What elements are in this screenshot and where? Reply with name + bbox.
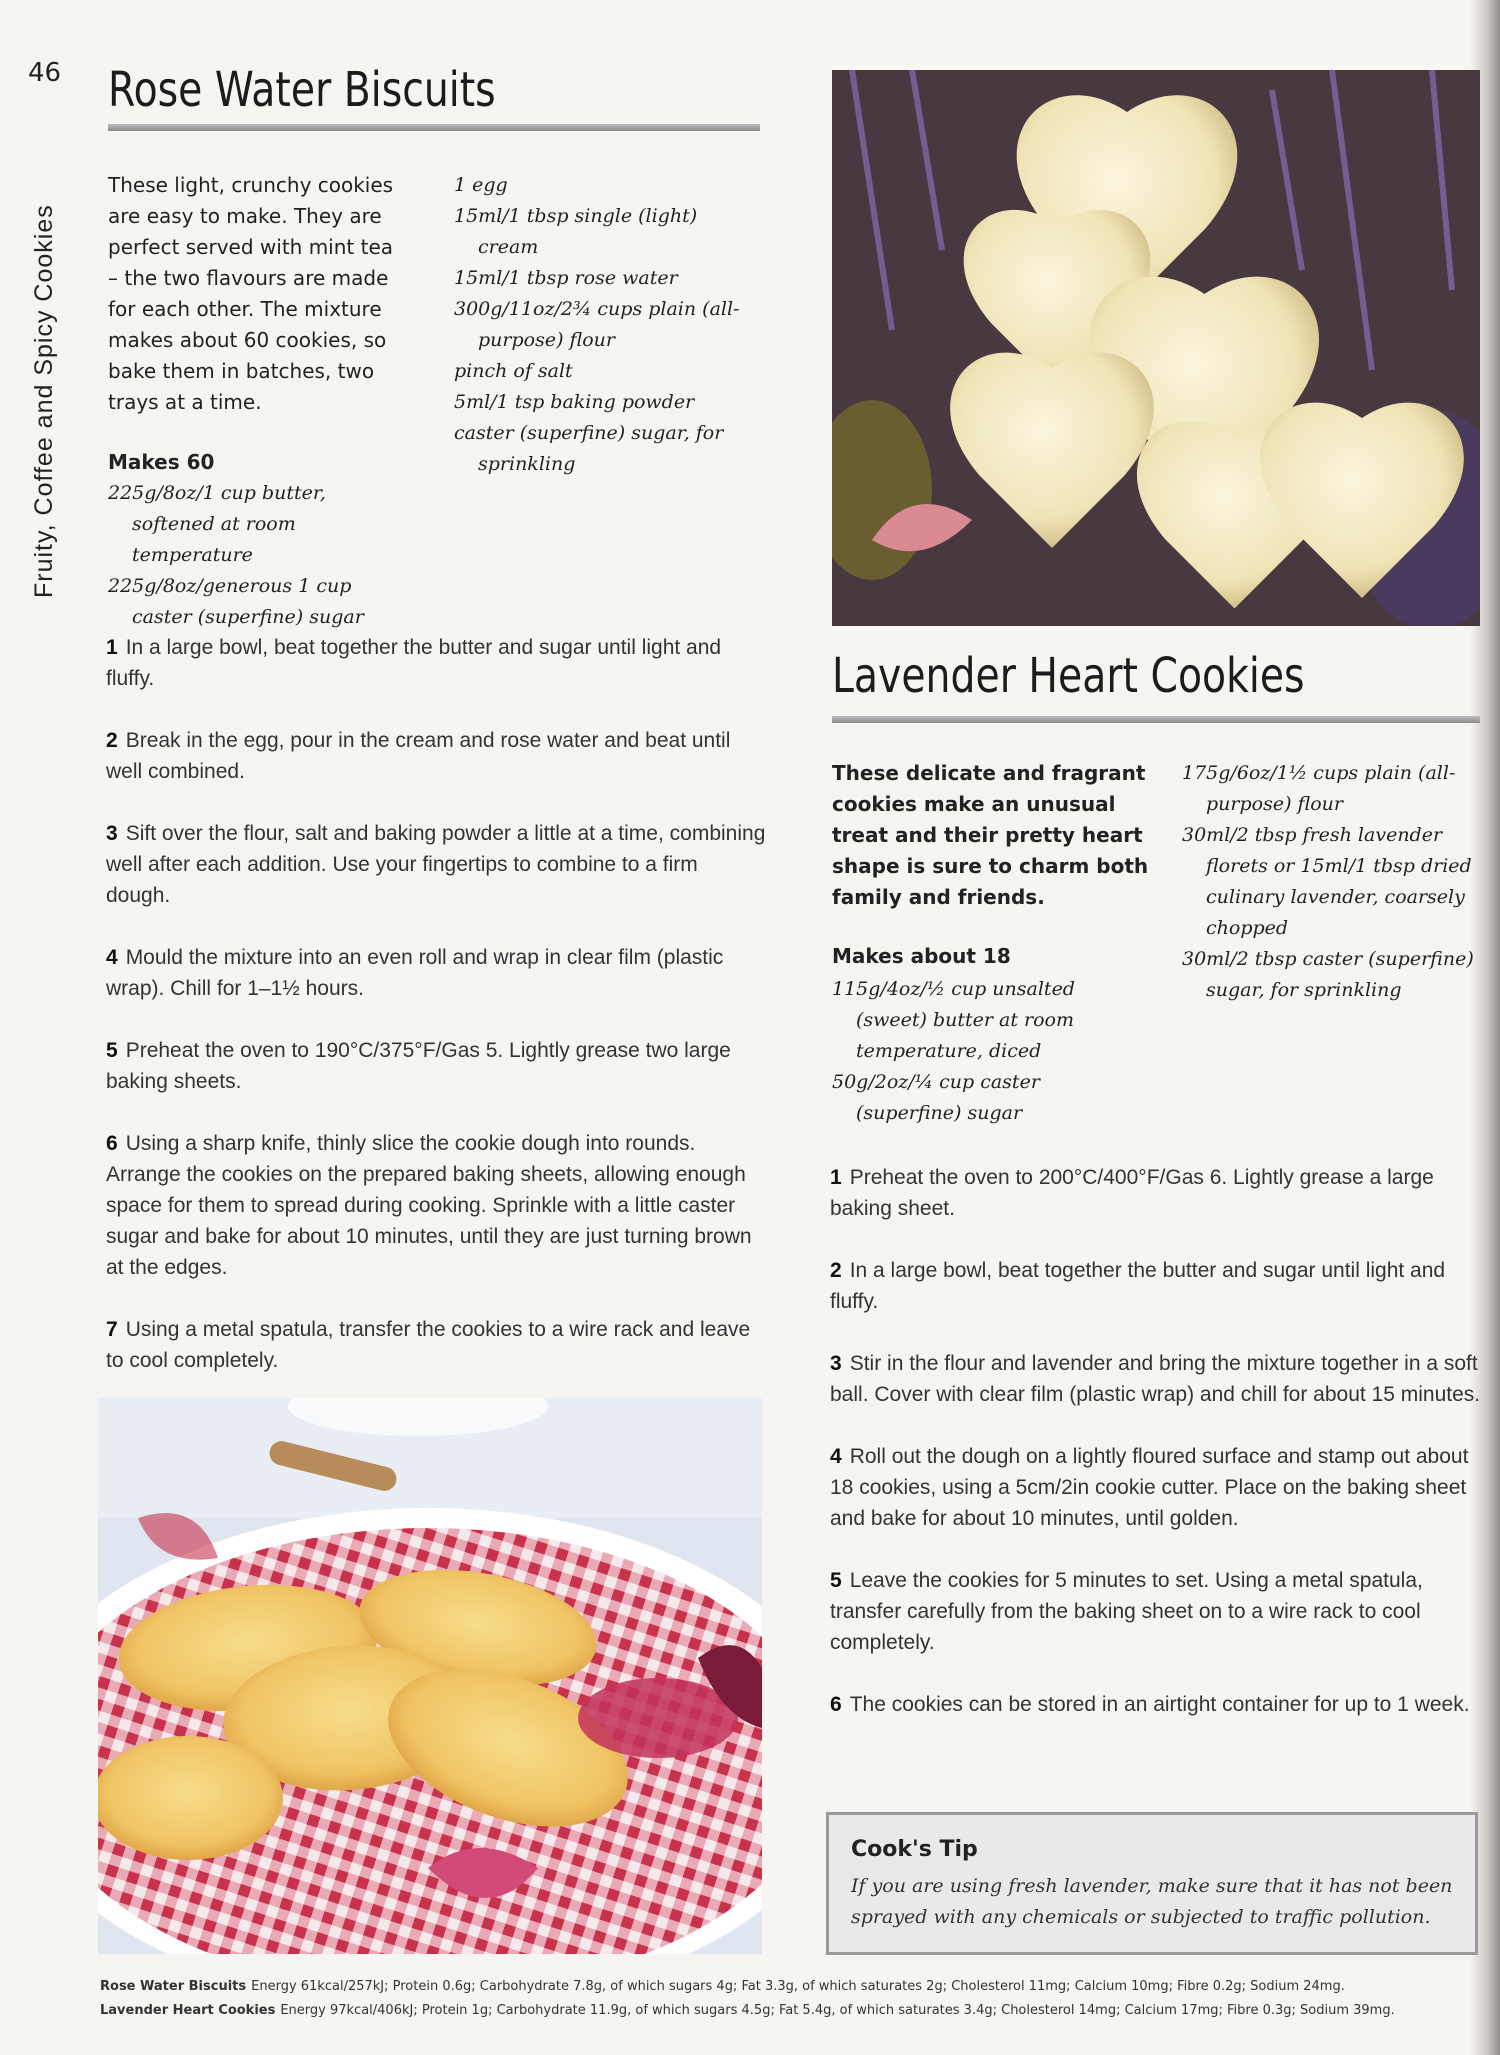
step-text: Stir in the flour and lavender and bring the mixture together in a soft ball. Cover with clear film (plastic wrap) and chill for about 15 minutes. [830,1352,1481,1406]
lavender-intro: These delicate and fragrant cookies make an unusual treat and their pretty heart shape is sure to charm both family and friends. [832,761,1149,909]
nutrition-values: Energy 61kcal/257kJ; Protein 0.6g; Carbohydrate 7.8g, of which sugars 4g; Fat 3.3g, of which saturates 2g; Cholesterol 11mg; Calcium 10mg; Fibre 0.2g; Sodium 24mg. [251,1979,1345,1994]
rose-intro: These light, crunchy cookies are easy to make. They are perfect served with mint tea – the two flavours are made for each other. The mixture makes about 60 cookies, so bake them in batches, two trays at a time. [108,173,394,414]
nutrition-recipe-name: Lavender Heart Cookies [100,2003,276,2018]
ingredient-item: 175g/6oz/1½ cups plain (all-purpose) flour [1182,762,1456,815]
ingredient-item: 15ml/1 tbsp single (light) cream [454,205,698,258]
step-number: 6 [830,1693,842,1716]
method-step [830,1162,1482,1224]
step-number: 2 [106,729,118,752]
step-number: 4 [106,946,118,969]
ingredient-item: 50g/2oz/¼ cup caster (superfine) sugar [832,1071,1040,1124]
nutrition-line [100,1975,1480,1999]
section-label-vertical [24,118,64,598]
rose-biscuits-photo [98,1398,762,1954]
ingredient-item: 225g/8oz/1 cup butter, softened at room temperature [108,482,326,566]
step-text: In a large bowl, beat together the butter and sugar until light and fluffy. [830,1259,1446,1313]
rose-title: Rose Water Biscuits [108,62,496,118]
rose-title-rule [108,124,760,131]
nutrition-footer [100,1975,1480,2023]
method-step [106,725,766,787]
lavender-yield: Makes about 18 [832,944,1011,968]
step-number: 3 [106,822,118,845]
lavender-title: Lavender Heart Cookies [832,648,1305,704]
ingredient-item: 225g/8oz/generous 1 cup caster (superfine) sugar [108,575,364,628]
method-step [106,1035,766,1097]
method-step [106,1314,766,1376]
step-text: The cookies can be stored in an airtight container for up to 1 week. [849,1693,1470,1716]
nutrition-values: Energy 97kcal/406kJ; Protein 1g; Carbohydrate 11.9g, of which sugars 4.5g; Fat 5.4g, of which saturates 3.4g; Cholesterol 14mg; Calcium 17mg; Fibre 0.3g; Sodium 39mg. [280,2003,1395,2018]
lavender-method [830,1162,1482,1751]
cooks-tip-title: Cook's Tip [851,1837,978,1862]
lavender-ingredients-left [832,974,1082,1129]
cooks-tip-text: If you are using fresh lavender, make sure that it has not been sprayed with any chemicals or subjected to traffic pollution. [851,1875,1453,1928]
method-step [830,1255,1482,1317]
step-text: Break in the egg, pour in the cream and rose water and beat until well combined. [106,729,731,783]
ingredient-item: 1 egg [454,174,508,196]
step-number: 2 [830,1259,842,1282]
cooks-tip-box [826,1812,1478,1955]
nutrition-line [100,1999,1480,2023]
method-step [106,1128,766,1283]
step-text: Sift over the flour, salt and baking powder a little at a time, combining well after each addition. Use your fingertips to combine to a firm dough. [106,822,766,907]
section-label-text: Fruity, Coffee and Spicy Cookies [30,204,58,598]
step-text: Preheat the oven to 190°C/375°F/Gas 5. Lightly grease two large baking sheets. [106,1039,731,1093]
step-text: Using a metal spatula, transfer the cookies to a wire rack and leave to cool completely. [106,1318,751,1372]
ingredient-item: 5ml/1 tsp baking powder [454,391,695,413]
nutrition-recipe-name: Rose Water Biscuits [100,1979,247,1994]
ingredient-item: 30ml/2 tbsp caster (superfine) sugar, for sprinkling [1182,948,1474,1001]
method-step [830,1565,1482,1658]
lavender-cookies-photo [832,70,1480,626]
step-number: 5 [106,1039,118,1062]
rose-ingredients-right [454,170,754,480]
step-text: In a large bowl, beat together the butter and sugar until light and fluffy. [106,636,722,690]
step-text: Mould the mixture into an even roll and wrap in clear film (plastic wrap). Chill for 1–1½ hours. [106,946,724,1000]
ingredient-item: 15ml/1 tbsp rose water [454,267,678,289]
step-number: 1 [106,636,118,659]
step-text: Using a sharp knife, thinly slice the cookie dough into rounds. Arrange the cookies on the prepared baking sheets, allowing enough space for them to spread during cooking. Sprinkle with a little caster sugar and bake for about 10 minutes, until they are just turning brown at the edges. [106,1132,752,1279]
step-number: 3 [830,1352,842,1375]
method-step [830,1689,1482,1720]
lavender-ingredients-right [1182,758,1478,1006]
method-step [830,1348,1482,1410]
rose-yield: Makes 60 [108,450,215,474]
step-text: Roll out the dough on a lightly floured surface and stamp out about 18 cookies, using a 5cm/2in cookie cutter. Place on the baking sheet and bake for about 10 minutes, until golden. [830,1445,1469,1530]
step-number: 4 [830,1445,842,1468]
ingredient-item: 300g/11oz/2¾ cups plain (all-purpose) flour [454,298,740,351]
method-step [106,818,766,911]
step-text: Leave the cookies for 5 minutes to set. Using a metal spatula, transfer carefully from the baking sheet on to a wire rack to cool completely. [830,1569,1423,1654]
lavender-title-rule [832,716,1480,723]
method-step [106,632,766,694]
page-number: 46 [28,58,62,88]
step-text: Preheat the oven to 200°C/400°F/Gas 6. Lightly grease a large baking sheet. [830,1166,1434,1220]
step-number: 6 [106,1132,118,1155]
rose-ingredients-left [108,478,408,633]
ingredient-item: caster (superfine) sugar, for sprinkling [454,422,724,475]
ingredient-item: 115g/4oz/½ cup unsalted (sweet) butter at room temperature, diced [832,978,1075,1062]
method-step [106,942,766,1004]
step-number: 1 [830,1166,842,1189]
rose-method [106,632,766,1407]
step-number: 7 [106,1318,118,1341]
ingredient-item: 30ml/2 tbsp fresh lavender florets or 15ml/1 tbsp dried culinary lavender, coarsely chopped [1182,824,1472,939]
method-step [830,1441,1482,1534]
step-number: 5 [830,1569,842,1592]
ingredient-item: pinch of salt [454,360,573,382]
